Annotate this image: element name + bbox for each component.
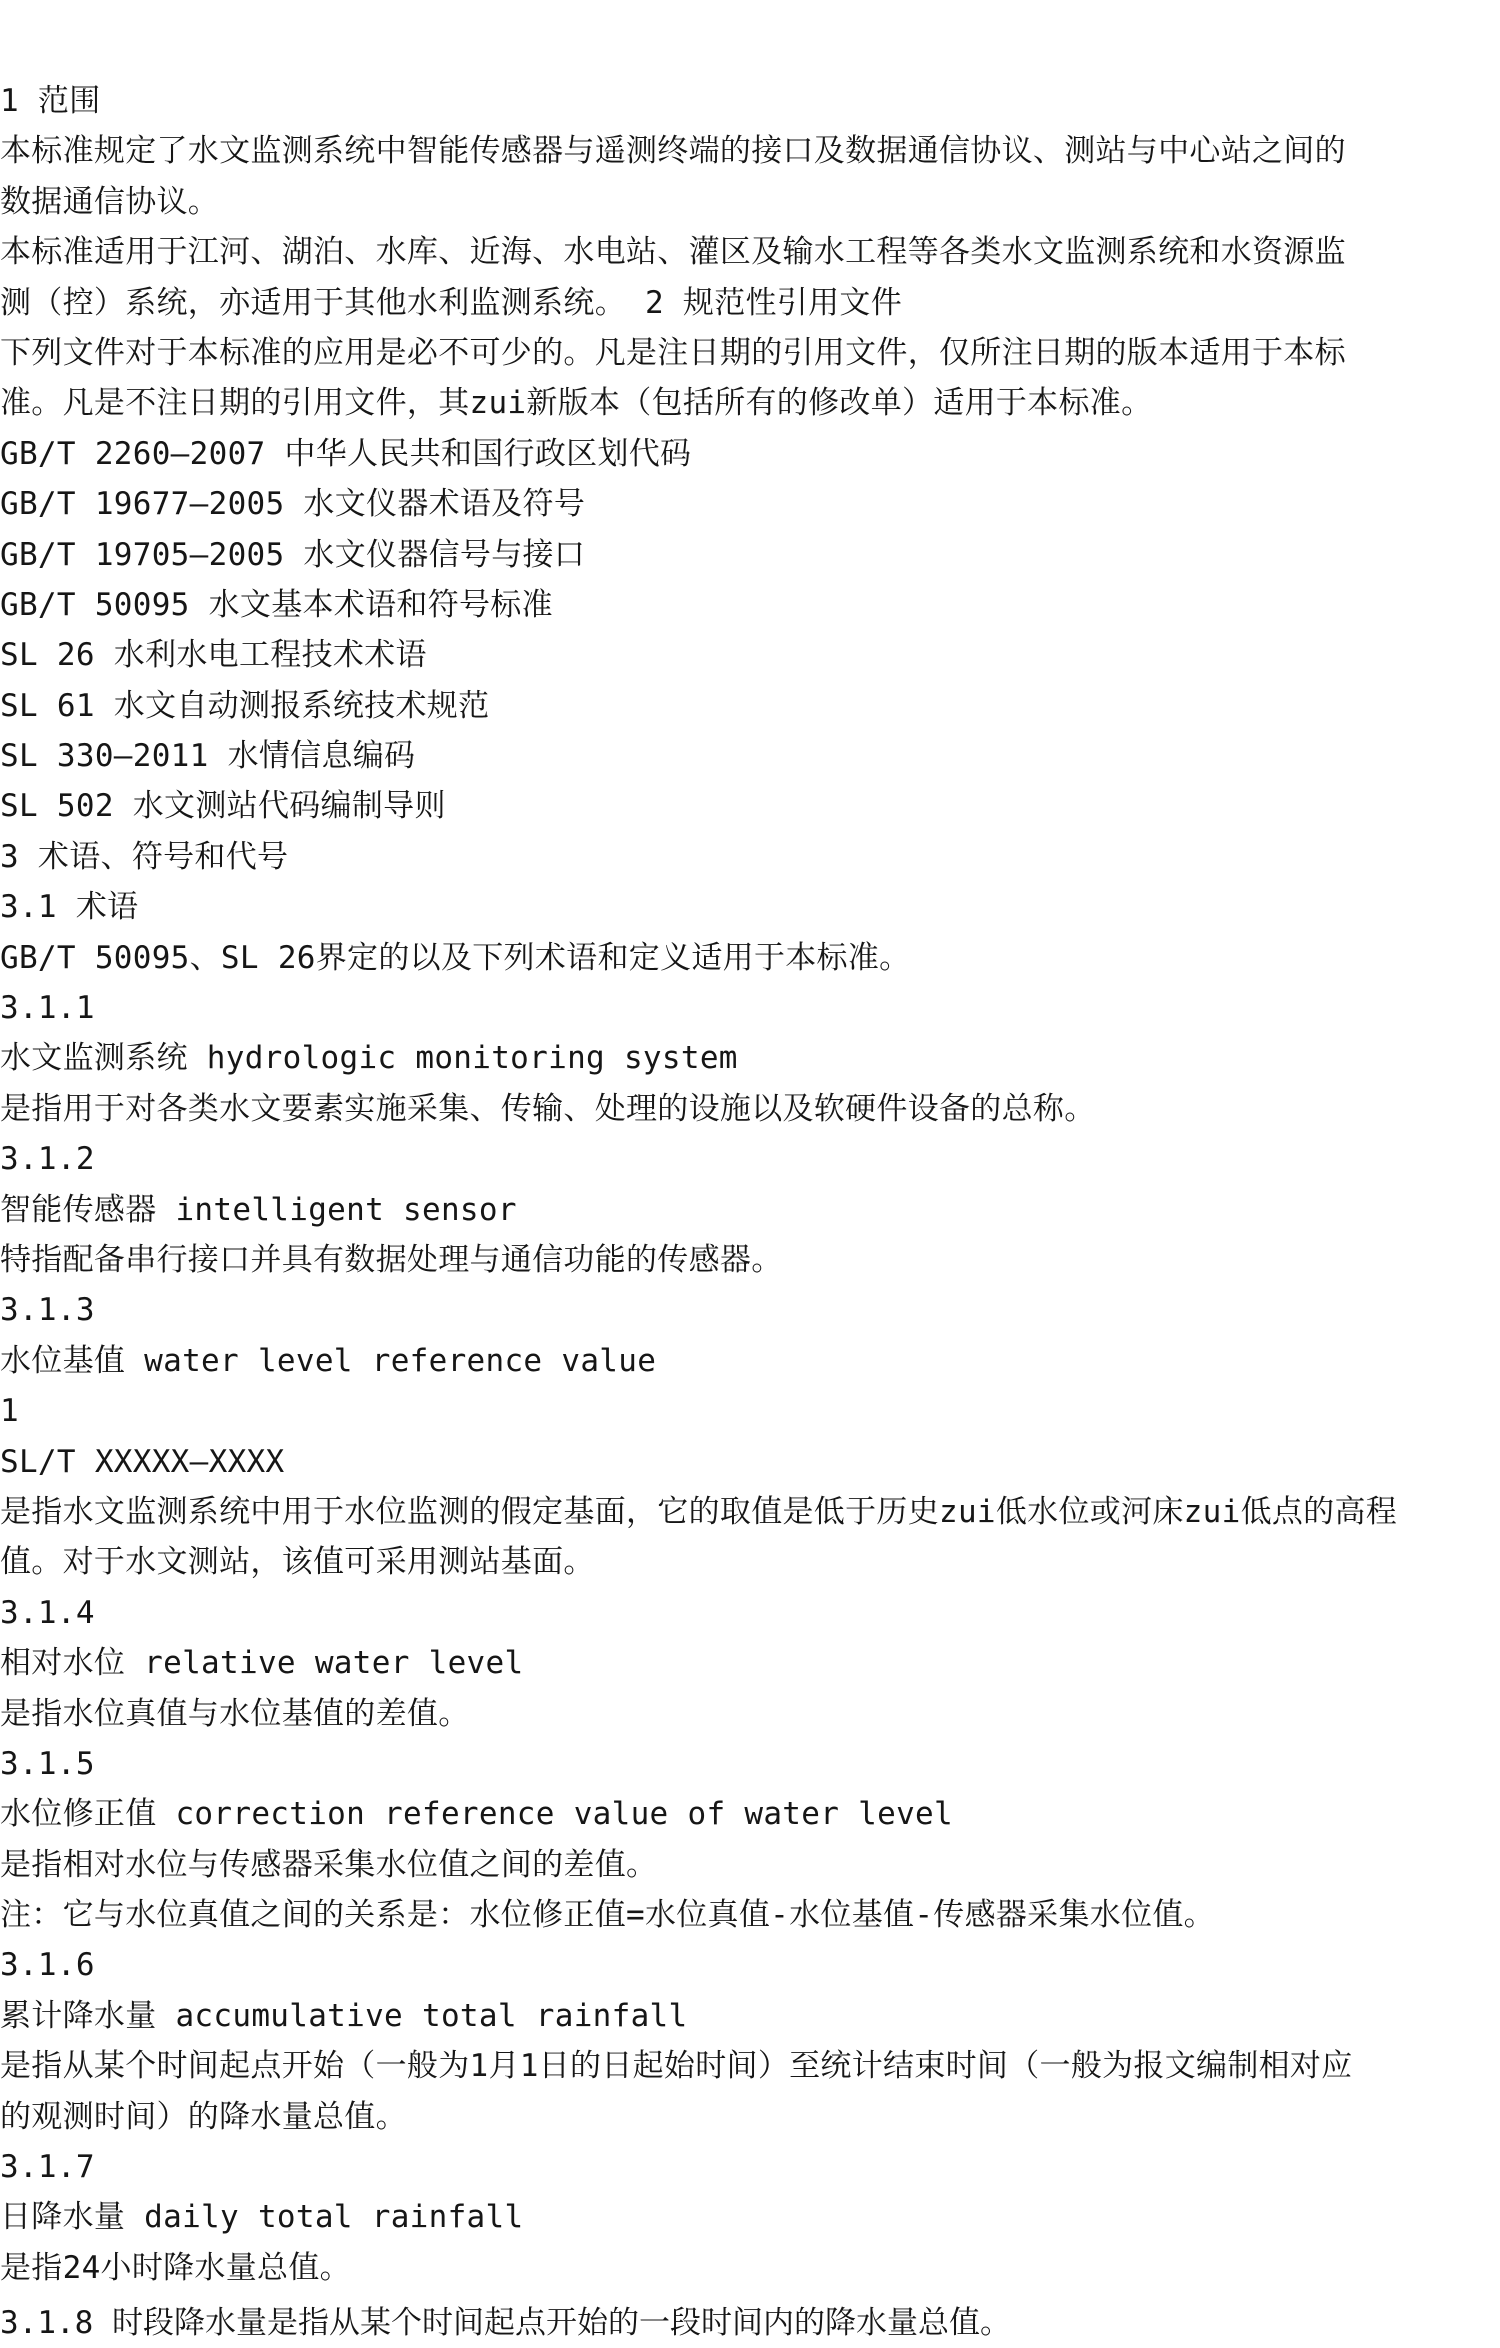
text-line: GB/T 2260—2007 中华人民共和国行政区划代码 [0,435,692,472]
text-line: SL/T XXXXX—XXXX [0,1443,285,1480]
text-line: 1 [0,1393,19,1430]
text-line: GB/T 50095、SL 26界定的以及下列术语和定义适用于本标准。 [0,939,911,976]
text-line: 下列文件对于本标准的应用是必不可少的。凡是注日期的引用文件，仅所注日期的版本适用于本标 [0,334,1346,371]
text-line: 3.1.7 [0,2149,95,2186]
text-line: 3.1.5 [0,1745,95,1782]
partial-cut-off-line [0,2298,1500,2341]
text-line: 1 范围 [0,83,101,119]
text-line: 数据通信协议。 [0,183,220,220]
text-line: 注：它与水位真值之间的关系是：水位修正值=水位真值-水位基值-传感器采集水位值。 [0,1897,1215,1934]
text-line: 累计降水量 accumulative total rainfall [0,1997,688,2034]
text-line: 相对水位 relative water level [0,1645,524,1682]
text-line: SL 26 水利水电工程技术术语 [0,637,427,674]
text-line: 水位基值 water level reference value [0,1342,657,1379]
text-line: 测（控）系统，亦适用于其他水利监测系统。 2 规范性引用文件 [0,284,902,321]
text-line: 3.1.6 [0,1947,95,1984]
text-line: 3.1 术语 [0,889,139,926]
text-line: 是指从某个时间起点开始（一般为1月1日的日起始时间）至统计结束时间（一般为报文编制相对应 [0,2048,1353,2085]
text-line: 是指用于对各类水文要素实施采集、传输、处理的设施以及软硬件设备的总称。 [0,1090,1096,1127]
text-line: 是指相对水位与传感器采集水位值之间的差值。 [0,1846,658,1883]
text-line: 是指水文监测系统中用于水位监测的假定基面，它的取值是低于历史zui低水位或河床zui低点的高程 [0,1493,1398,1530]
text-line: 3.1.4 [0,1594,95,1631]
text-line: 是指24小时降水量总值。 [0,2249,351,2286]
text-line: 水文监测系统 hydrologic monitoring system [0,1040,738,1077]
text-line: SL 330—2011 水情信息编码 [0,738,416,775]
text-line: SL 502 水文测站代码编制导则 [0,788,446,825]
text-line: 3.1.1 [0,990,95,1027]
text-line: 准。凡是不注日期的引用文件，其zui新版本（包括所有的修改单）适用于本标准。 [0,385,1153,422]
text-line: 的观测时间）的降水量总值。 [0,2098,407,2135]
text-line: 值。对于水文测站，该值可采用测站基面。 [0,1544,595,1581]
text-line: 特指配备串行接口并具有数据处理与通信功能的传感器。 [0,1241,783,1278]
document-body [0,76,1500,2293]
text-line: GB/T 19677—2005 水文仪器术语及符号 [0,486,586,523]
text-line: 3.1.3 [0,1292,95,1329]
text-line: 日降水量 daily total rainfall [0,2199,524,2236]
text-line: 水位修正值 correction reference value of water level [0,1796,953,1833]
text-line: GB/T 50095 水文基本术语和符号标准 [0,586,553,623]
text-line: 智能传感器 intelligent sensor [0,1191,517,1228]
text-line: 本标准适用于江河、湖泊、水库、近海、水电站、灌区及输水工程等各类水文监测系统和水资源监 [0,234,1346,271]
text-line: 3 术语、符号和代号 [0,838,289,875]
text-line: 3.1.2 [0,1141,95,1178]
text-line: 本标准规定了水文监测系统中智能传感器与遥测终端的接口及数据通信协议、测站与中心站之间的 [0,133,1346,170]
text-line-partial: 3.1.8 时段降水量是指从某个时间起点开始的一段时间内的降水量总值。 [0,2305,1011,2341]
text-line: GB/T 19705—2005 水文仪器信号与接口 [0,536,586,573]
text-line: 是指水位真值与水位基值的差值。 [0,1695,470,1732]
text-line: SL 61 水文自动测报系统技术规范 [0,687,490,724]
